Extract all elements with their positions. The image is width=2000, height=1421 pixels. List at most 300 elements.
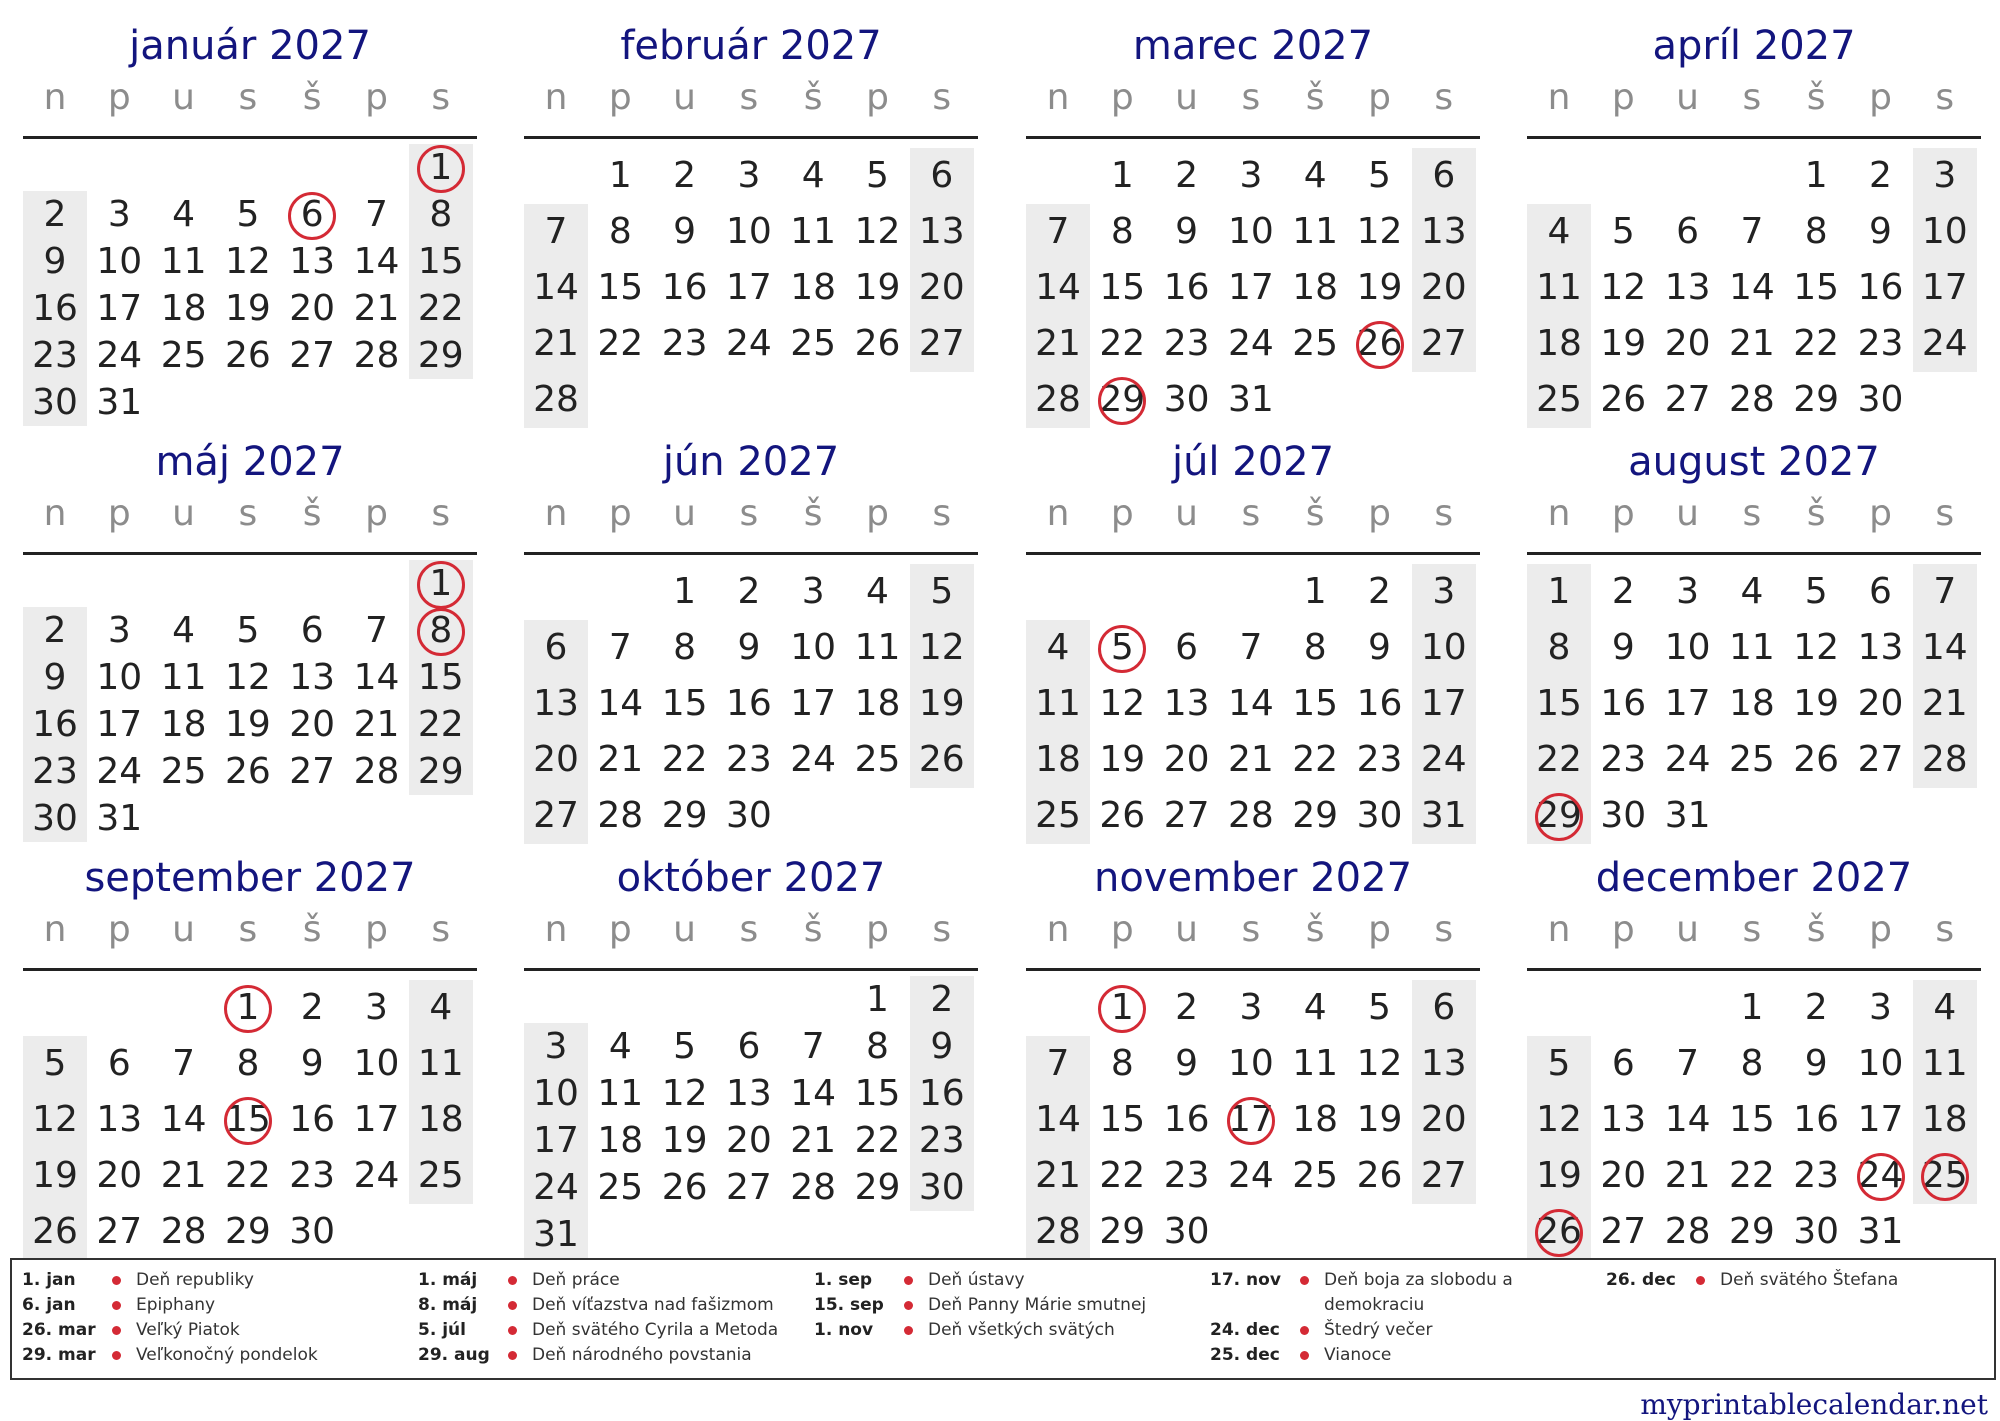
day-cell[interactable]: 31 xyxy=(1857,1211,1904,1252)
day-cell[interactable]: 10 xyxy=(96,241,143,282)
day-cell[interactable]: 24 xyxy=(1227,323,1274,364)
day-cell[interactable]: 20 xyxy=(289,288,336,329)
day-cell[interactable]: 7 xyxy=(1046,211,1070,252)
day-cell[interactable]: 3 xyxy=(1933,155,1957,196)
day-cell[interactable]: 29 xyxy=(854,1167,901,1208)
day-cell[interactable]: 11 xyxy=(417,1043,464,1084)
day-cell[interactable]: 3 xyxy=(1676,571,1700,612)
day-cell[interactable]: 22 xyxy=(1099,323,1146,364)
day-cell[interactable]: 6 xyxy=(1175,627,1199,668)
day-cell[interactable]: 15 xyxy=(1099,1099,1146,1140)
day-cell[interactable]: 9 xyxy=(673,211,697,252)
day-cell[interactable]: 13 xyxy=(533,683,579,724)
day-cell[interactable]: 8 xyxy=(673,627,697,668)
day-cell[interactable]: 30 xyxy=(32,798,78,839)
day-cell[interactable]: 21 xyxy=(1921,683,1968,724)
day-cell[interactable]: 31 xyxy=(1664,795,1711,836)
day-cell[interactable]: 31 xyxy=(1420,795,1467,836)
day-cell[interactable]: 21 xyxy=(1728,323,1775,364)
day-cell[interactable]: 21 xyxy=(597,739,644,780)
day-cell[interactable]: 2 xyxy=(43,610,67,651)
day-cell[interactable]: 21 xyxy=(1227,739,1274,780)
day-cell[interactable]: 19 xyxy=(32,1155,78,1196)
day-cell[interactable]: 17 xyxy=(1227,267,1274,308)
day-cell[interactable]: 6 xyxy=(930,155,954,196)
day-cell[interactable]: 14 xyxy=(597,683,644,724)
day-cell[interactable]: 11 xyxy=(160,657,207,698)
day-cell[interactable]: 17 xyxy=(96,704,143,745)
day-cell[interactable]: 30 xyxy=(1163,1211,1210,1252)
day-cell[interactable]: 25 xyxy=(1292,323,1339,364)
day-cell[interactable]: 4 xyxy=(866,571,889,612)
day-cell[interactable]: 18 xyxy=(160,704,207,745)
day-cell[interactable]: 23 xyxy=(1356,739,1403,780)
day-cell[interactable]: 6 xyxy=(1432,155,1456,196)
day-cell[interactable]: 25 xyxy=(597,1167,644,1208)
day-cell[interactable]: 17 xyxy=(790,683,837,724)
day-cell[interactable]: 23 xyxy=(1793,1155,1840,1196)
day-cell[interactable]: 21 xyxy=(533,323,579,364)
day-cell[interactable]: 20 xyxy=(1420,1099,1467,1140)
day-cell[interactable]: 27 xyxy=(1600,1211,1647,1252)
day-cell[interactable]: 30 xyxy=(32,382,78,423)
day-cell[interactable]: 4 xyxy=(172,194,196,235)
day-cell[interactable]: 22 xyxy=(1728,1155,1775,1196)
day-cell[interactable]: 24 xyxy=(725,323,772,364)
day-cell[interactable]: 23 xyxy=(661,323,708,364)
day-cell[interactable]: 12 xyxy=(224,657,271,698)
day-cell[interactable]: 8 xyxy=(1110,1043,1134,1084)
day-cell[interactable]: 21 xyxy=(353,288,400,329)
day-cell[interactable]: 23 xyxy=(725,739,772,780)
day-cell[interactable]: 16 xyxy=(725,683,772,724)
day-cell[interactable]: 5 xyxy=(43,1043,67,1084)
day-cell[interactable]: 3 xyxy=(107,610,131,651)
day-cell[interactable]: 7 xyxy=(801,1026,825,1067)
day-cell[interactable]: 26 xyxy=(32,1211,78,1252)
day-cell[interactable]: 9 xyxy=(1368,627,1391,668)
day-cell[interactable]: 8 xyxy=(236,1043,260,1084)
day-cell[interactable]: 26 xyxy=(854,323,901,364)
day-cell[interactable]: 1 xyxy=(1110,155,1134,196)
day-cell[interactable]: 17 xyxy=(1227,1099,1274,1140)
day-cell[interactable]: 21 xyxy=(1035,323,1081,364)
day-cell[interactable]: 6 xyxy=(544,627,568,668)
day-cell[interactable]: 2 xyxy=(1175,155,1199,196)
day-cell[interactable]: 6 xyxy=(1611,1043,1635,1084)
day-cell[interactable]: 13 xyxy=(1600,1099,1647,1140)
day-cell[interactable]: 22 xyxy=(417,704,464,745)
day-cell[interactable]: 10 xyxy=(1420,627,1467,668)
day-cell[interactable]: 11 xyxy=(854,627,901,668)
day-cell[interactable]: 31 xyxy=(96,798,143,839)
day-cell[interactable]: 20 xyxy=(533,739,579,780)
day-cell[interactable]: 8 xyxy=(429,194,453,235)
day-cell[interactable]: 28 xyxy=(1227,795,1274,836)
day-cell[interactable]: 29 xyxy=(1536,795,1582,836)
day-cell[interactable]: 20 xyxy=(289,704,336,745)
day-cell[interactable]: 19 xyxy=(1356,267,1403,308)
day-cell[interactable]: 2 xyxy=(1175,987,1199,1028)
day-cell[interactable]: 14 xyxy=(1664,1099,1711,1140)
day-cell[interactable]: 28 xyxy=(160,1211,207,1252)
day-cell[interactable]: 16 xyxy=(1356,683,1403,724)
day-cell[interactable]: 28 xyxy=(353,335,400,376)
day-cell[interactable]: 8 xyxy=(1804,211,1828,252)
day-cell[interactable]: 30 xyxy=(918,1167,965,1208)
day-cell[interactable]: 9 xyxy=(1804,1043,1828,1084)
day-cell[interactable]: 16 xyxy=(918,1073,965,1114)
day-cell[interactable]: 8 xyxy=(429,610,453,651)
day-cell[interactable]: 8 xyxy=(1303,627,1327,668)
day-cell[interactable]: 29 xyxy=(661,795,708,836)
day-cell[interactable]: 18 xyxy=(1292,267,1339,308)
day-cell[interactable]: 13 xyxy=(96,1099,143,1140)
day-cell[interactable]: 25 xyxy=(160,751,207,792)
day-cell[interactable]: 27 xyxy=(725,1167,772,1208)
day-cell[interactable]: 12 xyxy=(918,627,965,668)
day-cell[interactable]: 2 xyxy=(737,571,761,612)
day-cell[interactable]: 10 xyxy=(1664,627,1711,668)
day-cell[interactable]: 18 xyxy=(417,1099,464,1140)
day-cell[interactable]: 15 xyxy=(1536,683,1582,724)
day-cell[interactable]: 15 xyxy=(1793,267,1840,308)
day-cell[interactable]: 18 xyxy=(597,1120,644,1161)
day-cell[interactable]: 14 xyxy=(1921,627,1968,668)
day-cell[interactable]: 6 xyxy=(300,610,324,651)
day-cell[interactable]: 24 xyxy=(1227,1155,1274,1196)
day-cell[interactable]: 28 xyxy=(1728,379,1775,420)
day-cell[interactable]: 28 xyxy=(1035,1211,1081,1252)
day-cell[interactable]: 4 xyxy=(1046,627,1070,668)
day-cell[interactable]: 10 xyxy=(353,1043,400,1084)
day-cell[interactable]: 22 xyxy=(597,323,644,364)
day-cell[interactable]: 21 xyxy=(1035,1155,1081,1196)
day-cell[interactable]: 24 xyxy=(790,739,837,780)
day-cell[interactable]: 4 xyxy=(801,155,825,196)
day-cell[interactable]: 5 xyxy=(1611,211,1635,252)
day-cell[interactable]: 2 xyxy=(1804,987,1828,1028)
day-cell[interactable]: 23 xyxy=(1163,323,1210,364)
day-cell[interactable]: 4 xyxy=(1933,987,1957,1028)
day-cell[interactable]: 2 xyxy=(300,987,324,1028)
day-cell[interactable]: 28 xyxy=(1921,739,1968,780)
day-cell[interactable]: 9 xyxy=(930,1026,954,1067)
day-cell[interactable]: 4 xyxy=(608,1026,632,1067)
day-cell[interactable]: 22 xyxy=(854,1120,901,1161)
day-cell[interactable]: 6 xyxy=(1869,571,1892,612)
day-cell[interactable]: 23 xyxy=(32,335,78,376)
day-cell[interactable]: 24 xyxy=(1921,323,1968,364)
brand-footer[interactable]: myprintablecalendar.net xyxy=(1640,1388,1988,1421)
day-cell[interactable]: 19 xyxy=(661,1120,708,1161)
day-cell[interactable]: 28 xyxy=(1035,379,1081,420)
day-cell[interactable]: 1 xyxy=(1303,571,1327,612)
day-cell[interactable]: 22 xyxy=(1793,323,1840,364)
day-cell[interactable]: 3 xyxy=(1239,987,1263,1028)
day-cell[interactable]: 17 xyxy=(533,1120,579,1161)
day-cell[interactable]: 17 xyxy=(1857,1099,1904,1140)
day-cell[interactable]: 31 xyxy=(96,382,143,423)
day-cell[interactable]: 14 xyxy=(1227,683,1274,724)
day-cell[interactable]: 31 xyxy=(1227,379,1274,420)
day-cell[interactable]: 29 xyxy=(224,1211,271,1252)
day-cell[interactable]: 24 xyxy=(1664,739,1711,780)
day-cell[interactable]: 15 xyxy=(1099,267,1146,308)
day-cell[interactable]: 16 xyxy=(32,704,78,745)
day-cell[interactable]: 3 xyxy=(1239,155,1263,196)
day-cell[interactable]: 22 xyxy=(417,288,464,329)
day-cell[interactable]: 6 xyxy=(300,194,324,235)
day-cell[interactable]: 13 xyxy=(725,1073,772,1114)
day-cell[interactable]: 1 xyxy=(429,147,453,188)
day-cell[interactable]: 1 xyxy=(673,571,697,612)
day-cell[interactable]: 14 xyxy=(160,1099,207,1140)
day-cell[interactable]: 7 xyxy=(1740,211,1764,252)
day-cell[interactable]: 12 xyxy=(1099,683,1146,724)
day-cell[interactable]: 16 xyxy=(1600,683,1647,724)
day-cell[interactable]: 27 xyxy=(1857,739,1904,780)
day-cell[interactable]: 19 xyxy=(854,267,901,308)
day-cell[interactable]: 7 xyxy=(1933,571,1957,612)
day-cell[interactable]: 4 xyxy=(1547,211,1571,252)
day-cell[interactable]: 23 xyxy=(1857,323,1904,364)
day-cell[interactable]: 12 xyxy=(1600,267,1647,308)
day-cell[interactable]: 9 xyxy=(737,627,761,668)
day-cell[interactable]: 18 xyxy=(160,288,207,329)
day-cell[interactable]: 7 xyxy=(1676,1043,1700,1084)
day-cell[interactable]: 1 xyxy=(608,155,632,196)
day-cell[interactable]: 14 xyxy=(1035,1099,1081,1140)
day-cell[interactable]: 22 xyxy=(661,739,708,780)
day-cell[interactable]: 16 xyxy=(32,288,78,329)
day-cell[interactable]: 26 xyxy=(1600,379,1647,420)
day-cell[interactable]: 1 xyxy=(1740,987,1764,1028)
day-cell[interactable]: 14 xyxy=(1728,267,1775,308)
day-cell[interactable]: 1 xyxy=(1804,155,1828,196)
day-cell[interactable]: 1 xyxy=(236,987,260,1028)
day-cell[interactable]: 9 xyxy=(1175,211,1199,252)
day-cell[interactable]: 4 xyxy=(1740,571,1764,612)
day-cell[interactable]: 26 xyxy=(1536,1211,1582,1252)
day-cell[interactable]: 12 xyxy=(224,241,271,282)
day-cell[interactable]: 18 xyxy=(1728,683,1775,724)
day-cell[interactable]: 3 xyxy=(1432,571,1456,612)
day-cell[interactable]: 24 xyxy=(533,1167,579,1208)
day-cell[interactable]: 14 xyxy=(353,657,400,698)
day-cell[interactable]: 2 xyxy=(1368,571,1391,612)
day-cell[interactable]: 20 xyxy=(1163,739,1210,780)
day-cell[interactable]: 15 xyxy=(224,1099,271,1140)
day-cell[interactable]: 4 xyxy=(429,987,453,1028)
day-cell[interactable]: 29 xyxy=(1099,1211,1146,1252)
day-cell[interactable]: 5 xyxy=(236,194,260,235)
day-cell[interactable]: 20 xyxy=(1420,267,1467,308)
day-cell[interactable]: 26 xyxy=(1793,739,1840,780)
day-cell[interactable]: 7 xyxy=(172,1043,196,1084)
day-cell[interactable]: 30 xyxy=(289,1211,336,1252)
day-cell[interactable]: 11 xyxy=(790,211,837,252)
day-cell[interactable]: 5 xyxy=(236,610,260,651)
day-cell[interactable]: 19 xyxy=(1356,1099,1403,1140)
day-cell[interactable]: 7 xyxy=(1239,627,1263,668)
day-cell[interactable]: 12 xyxy=(661,1073,708,1114)
day-cell[interactable]: 26 xyxy=(661,1167,708,1208)
day-cell[interactable]: 7 xyxy=(365,194,388,235)
day-cell[interactable]: 27 xyxy=(289,751,336,792)
day-cell[interactable]: 3 xyxy=(801,571,825,612)
day-cell[interactable]: 15 xyxy=(597,267,644,308)
day-cell[interactable]: 6 xyxy=(737,1026,761,1067)
day-cell[interactable]: 22 xyxy=(1292,739,1339,780)
day-cell[interactable]: 5 xyxy=(673,1026,697,1067)
day-cell[interactable]: 30 xyxy=(725,795,772,836)
day-cell[interactable]: 25 xyxy=(1921,1155,1968,1196)
day-cell[interactable]: 15 xyxy=(854,1073,901,1114)
day-cell[interactable]: 21 xyxy=(1664,1155,1711,1196)
day-cell[interactable]: 5 xyxy=(1368,987,1391,1028)
day-cell[interactable]: 7 xyxy=(544,211,568,252)
day-cell[interactable]: 1 xyxy=(1110,987,1134,1028)
day-cell[interactable]: 16 xyxy=(661,267,708,308)
day-cell[interactable]: 18 xyxy=(790,267,837,308)
day-cell[interactable]: 18 xyxy=(1921,1099,1968,1140)
day-cell[interactable]: 23 xyxy=(289,1155,336,1196)
day-cell[interactable]: 29 xyxy=(1728,1211,1775,1252)
day-cell[interactable]: 29 xyxy=(1292,795,1339,836)
day-cell[interactable]: 26 xyxy=(1099,795,1146,836)
day-cell[interactable]: 4 xyxy=(1303,987,1327,1028)
day-cell[interactable]: 22 xyxy=(224,1155,271,1196)
day-cell[interactable]: 7 xyxy=(1046,1043,1070,1084)
day-cell[interactable]: 23 xyxy=(1600,739,1647,780)
day-cell[interactable]: 25 xyxy=(1728,739,1775,780)
day-cell[interactable]: 9 xyxy=(1869,211,1892,252)
day-cell[interactable]: 8 xyxy=(608,211,632,252)
day-cell[interactable]: 1 xyxy=(866,979,889,1020)
day-cell[interactable]: 20 xyxy=(918,267,965,308)
day-cell[interactable]: 15 xyxy=(417,241,464,282)
day-cell[interactable]: 23 xyxy=(1163,1155,1210,1196)
day-cell[interactable]: 15 xyxy=(661,683,708,724)
day-cell[interactable]: 8 xyxy=(1547,627,1571,668)
day-cell[interactable]: 5 xyxy=(1804,571,1828,612)
day-cell[interactable]: 1 xyxy=(429,563,453,604)
day-cell[interactable]: 26 xyxy=(1356,323,1403,364)
day-cell[interactable]: 2 xyxy=(673,155,697,196)
day-cell[interactable]: 26 xyxy=(918,739,965,780)
day-cell[interactable]: 29 xyxy=(1099,379,1146,420)
day-cell[interactable]: 22 xyxy=(1099,1155,1146,1196)
day-cell[interactable]: 15 xyxy=(417,657,464,698)
day-cell[interactable]: 2 xyxy=(930,979,954,1020)
day-cell[interactable]: 31 xyxy=(533,1214,579,1255)
day-cell[interactable]: 5 xyxy=(1110,627,1134,668)
day-cell[interactable]: 19 xyxy=(224,288,271,329)
day-cell[interactable]: 25 xyxy=(1035,795,1081,836)
day-cell[interactable]: 29 xyxy=(417,751,464,792)
day-cell[interactable]: 13 xyxy=(918,211,965,252)
day-cell[interactable]: 24 xyxy=(353,1155,400,1196)
day-cell[interactable]: 16 xyxy=(1163,267,1210,308)
day-cell[interactable]: 28 xyxy=(597,795,644,836)
day-cell[interactable]: 9 xyxy=(43,657,67,698)
day-cell[interactable]: 17 xyxy=(1664,683,1711,724)
day-cell[interactable]: 10 xyxy=(790,627,837,668)
day-cell[interactable]: 27 xyxy=(918,323,965,364)
day-cell[interactable]: 11 xyxy=(160,241,207,282)
day-cell[interactable]: 26 xyxy=(224,335,271,376)
day-cell[interactable]: 13 xyxy=(289,241,336,282)
day-cell[interactable]: 9 xyxy=(300,1043,324,1084)
day-cell[interactable]: 19 xyxy=(1793,683,1840,724)
day-cell[interactable]: 10 xyxy=(1227,211,1274,252)
day-cell[interactable]: 4 xyxy=(1303,155,1327,196)
day-cell[interactable]: 29 xyxy=(1793,379,1840,420)
day-cell[interactable]: 3 xyxy=(365,987,388,1028)
day-cell[interactable]: 21 xyxy=(353,704,400,745)
day-cell[interactable]: 7 xyxy=(608,627,632,668)
day-cell[interactable]: 16 xyxy=(289,1099,336,1140)
day-cell[interactable]: 8 xyxy=(1110,211,1134,252)
day-cell[interactable]: 5 xyxy=(1547,1043,1571,1084)
day-cell[interactable]: 30 xyxy=(1793,1211,1840,1252)
day-cell[interactable]: 20 xyxy=(1664,323,1711,364)
day-cell[interactable]: 9 xyxy=(1175,1043,1199,1084)
day-cell[interactable]: 10 xyxy=(725,211,772,252)
day-cell[interactable]: 13 xyxy=(1664,267,1711,308)
day-cell[interactable]: 18 xyxy=(854,683,901,724)
day-cell[interactable]: 10 xyxy=(1921,211,1968,252)
day-cell[interactable]: 30 xyxy=(1356,795,1403,836)
day-cell[interactable]: 2 xyxy=(43,194,67,235)
day-cell[interactable]: 25 xyxy=(854,739,901,780)
day-cell[interactable]: 12 xyxy=(1793,627,1840,668)
day-cell[interactable]: 12 xyxy=(1356,211,1403,252)
day-cell[interactable]: 21 xyxy=(160,1155,207,1196)
day-cell[interactable]: 20 xyxy=(1857,683,1904,724)
day-cell[interactable]: 26 xyxy=(224,751,271,792)
day-cell[interactable]: 24 xyxy=(1857,1155,1904,1196)
day-cell[interactable]: 3 xyxy=(737,155,761,196)
day-cell[interactable]: 6 xyxy=(1432,987,1456,1028)
day-cell[interactable]: 28 xyxy=(1664,1211,1711,1252)
day-cell[interactable]: 20 xyxy=(1600,1155,1647,1196)
day-cell[interactable]: 5 xyxy=(866,155,889,196)
day-cell[interactable]: 13 xyxy=(1420,211,1467,252)
day-cell[interactable]: 11 xyxy=(1536,267,1582,308)
day-cell[interactable]: 16 xyxy=(1163,1099,1210,1140)
day-cell[interactable]: 3 xyxy=(544,1026,568,1067)
day-cell[interactable]: 30 xyxy=(1163,379,1210,420)
day-cell[interactable]: 3 xyxy=(107,194,131,235)
day-cell[interactable]: 19 xyxy=(1600,323,1647,364)
day-cell[interactable]: 28 xyxy=(533,379,579,420)
day-cell[interactable]: 28 xyxy=(790,1167,837,1208)
day-cell[interactable]: 11 xyxy=(1292,1043,1339,1084)
day-cell[interactable]: 25 xyxy=(160,335,207,376)
day-cell[interactable]: 27 xyxy=(1163,795,1210,836)
day-cell[interactable]: 27 xyxy=(1420,323,1467,364)
day-cell[interactable]: 14 xyxy=(790,1073,837,1114)
day-cell[interactable]: 2 xyxy=(1869,155,1892,196)
day-cell[interactable]: 12 xyxy=(1536,1099,1582,1140)
day-cell[interactable]: 21 xyxy=(790,1120,837,1161)
day-cell[interactable]: 3 xyxy=(1869,987,1892,1028)
day-cell[interactable]: 28 xyxy=(353,751,400,792)
day-cell[interactable]: 8 xyxy=(1740,1043,1764,1084)
day-cell[interactable]: 13 xyxy=(1163,683,1210,724)
